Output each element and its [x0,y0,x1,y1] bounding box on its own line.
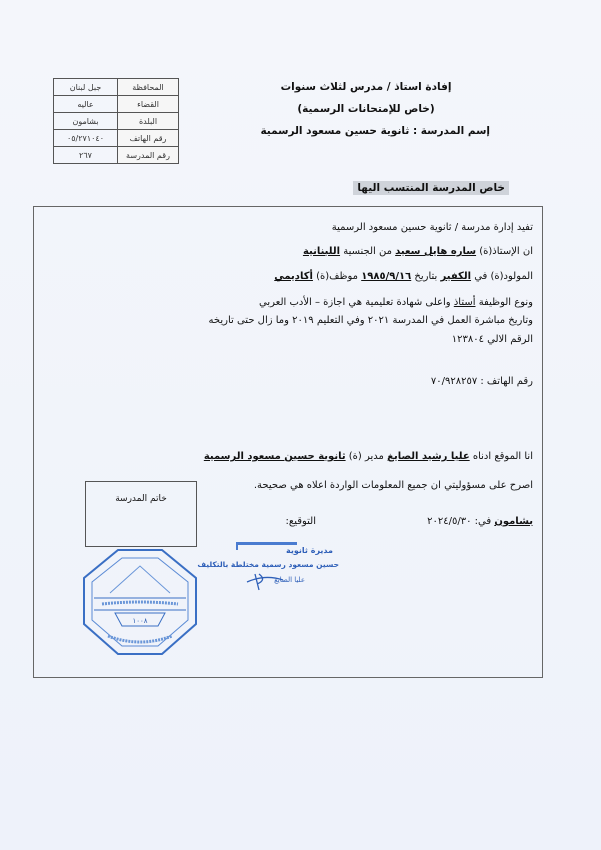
label-teacher: ان الإستاذ(ة) [479,246,533,257]
document-title: إفادة استاذ / مدرس لثلاث سنوات [280,81,452,93]
place-date-line [427,516,533,527]
info-label: القضاء [118,96,179,113]
phone-line: رقم الهاتف : ٧٠/٩٢٨٢٥٧ [430,376,533,387]
body-line-5: وتاريخ مباشرة العمل في المدرسة ٢٠٢١ وفي التعليم ٢٠١٩ وما زال حتى تاريخه [208,315,533,326]
signer-school: ثانوية حسين مسعود الرسمية [203,451,346,462]
nationality: اللبنانية [302,246,341,257]
label-employee: موظف(ة) [316,271,359,282]
info-row [54,130,179,147]
sig-stamp-line1: مديرة ثانوية [286,546,333,555]
document-subtitle: (خاص للإمتحانات الرسمية) [297,103,435,115]
info-row [54,147,179,164]
body-line-1: تفيد إدارة مدرسة / ثانوية حسين مسعود الرسمية [331,222,533,233]
section-header: خاص المدرسة المنتسب اليها [353,181,509,195]
stamp-box-label: خاتم المدرسة [115,494,167,504]
info-label: رقم الهاتف [118,130,179,147]
info-value: بشامون [54,113,118,130]
date: ٢٠٢٤/٥/٣٠ [427,516,472,527]
qualification: واعلى شهادة تعليمية هي اجازة – الأدب العربي [259,297,451,308]
info-value: عاليه [54,96,118,113]
seal-number: ١٠٠٨ [132,617,148,625]
birth-date: ١٩٨٥/٩/١٦ [361,271,412,282]
job-type: أستاذ [453,297,476,308]
body-line-3 [274,271,533,282]
place: بشامون [494,516,533,527]
signature-label: التوقيع: [285,516,316,527]
info-row [54,96,179,113]
info-value: جبل لبنان [54,79,118,96]
official-seal-icon [80,548,200,658]
label-job-type: ونوع الوظيفة [478,297,533,308]
label-date: بتاريخ [414,271,438,282]
school-name-line: إسم المدرسة : ثانوية حسين مسعود الرسمية [260,125,490,137]
employment-type: أكاديمي [274,271,313,282]
info-row [54,79,179,96]
sig-stamp-line2: حسين مسعود رسمية مختلطة بالتكليف [197,560,339,569]
label-director: مدير (ة) [348,451,384,462]
school-stamp-box [85,481,197,547]
label-signer: انا الموقع ادناه [472,451,533,462]
info-label: البلدة [118,113,179,130]
body-line-2 [303,246,533,257]
info-value: ٠٥/٢٧١٠٤٠ [54,130,118,147]
school-info-table [53,78,179,164]
signature-stamp [197,540,339,590]
signer-name: عليا رشيد الصايغ [387,451,470,462]
info-label: المحافظة [118,79,179,96]
teacher-name: ساره هايل سعيد [395,246,477,257]
info-value: ٢٦٧ [54,147,118,164]
birth-place: الكفير [440,271,472,282]
document-title-block [236,76,496,142]
handwritten-signature-icon [245,570,285,592]
label-born-in: المولود(ة) في [474,271,533,282]
sig-stamp-line3: عليا الصايغ [274,576,305,584]
label-in: في: [474,516,492,527]
body-line-6: الرقم الالي ١٢٣٨٠٤ [451,334,533,345]
body-line-4 [259,297,533,308]
info-label: رقم المدرسة [118,147,179,164]
info-row [54,113,179,130]
declaration-line: اصرح على مسؤوليتي ان جميع المعلومات الواردة اعلاه هي صحيحة. [253,480,533,491]
label-nationality: من الجنسية [343,246,392,257]
signer-line [204,451,533,462]
